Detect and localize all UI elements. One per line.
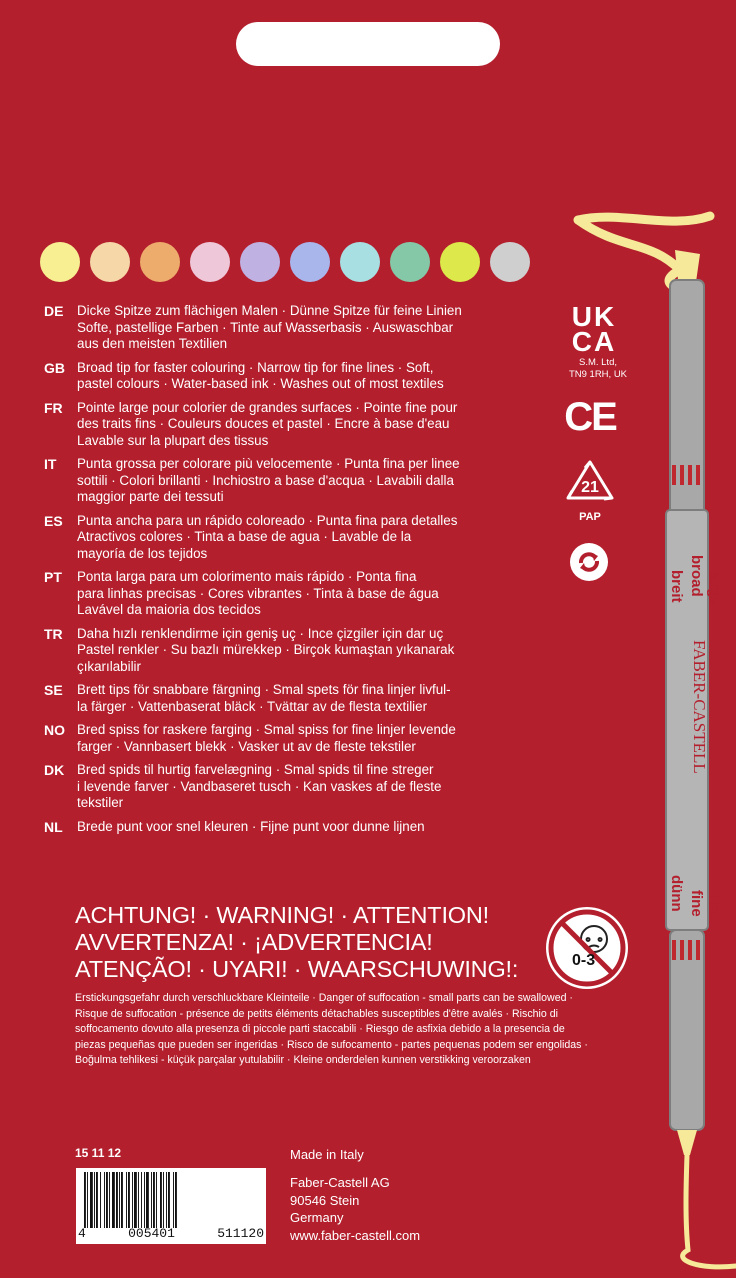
language-code: FR <box>44 399 63 416</box>
marker-pen-illustration <box>560 210 736 1278</box>
cap-band-2 <box>680 465 684 485</box>
broad-label-en: broad <box>688 555 705 597</box>
language-text: Brett tips för snabbare färgning · Smal spets för fina linjer livful- la färger · Vattenbaserat bläck · Tvättar av de flesta textilier <box>77 682 451 714</box>
barcode-bar <box>109 1172 110 1228</box>
language-text: Brede punt voor snel kleuren · Fijne punt voor dunne lijnen <box>77 818 425 834</box>
made-in: Made in Italy <box>290 1147 364 1162</box>
language-code: PT <box>44 569 62 585</box>
cap-band-5 <box>672 940 676 960</box>
language-descriptions <box>44 303 534 842</box>
barcode-bar <box>166 1172 167 1228</box>
language-code: IT <box>44 456 57 472</box>
color-swatch <box>90 242 130 282</box>
barcode-bar <box>128 1172 130 1228</box>
company-address: Faber-Castell AG 90546 Stein Germany www.faber-castell.com <box>290 1175 421 1243</box>
color-swatch <box>140 242 180 282</box>
barcode-bar <box>90 1172 93 1228</box>
language-text: Dicke Spitze zum flächigen Malen · Dünne Spitze für feine Linien Softe, pastellige Farben · Tinte auf Wasserbasis · Auswaschbar aus den meisten Textilien <box>77 303 462 351</box>
fine-label-en: fine <box>688 890 705 917</box>
barcode-bar <box>134 1172 137 1228</box>
pap-label: PAP <box>579 511 601 523</box>
language-row <box>44 682 534 715</box>
warning-body: Erstickungsgefahr durch verschluckbare Kleinteile · Danger of suffocation - small parts can be swallowed · Risque de suffocation - présence de petits éléments détachables susceptibles d'être avalés · Rischio di soffocamento dovuto alla presenza di piccole parti staccabili · Riesgo de asfixia debido a la presencia de piezas pequeñas que pueden ser ingeridas · Risco de sufocamento - partes pequenas podem ser engolidas · Boğulma tehlikesi - küçük parçalar yutulabilir · Kleine onderdelen kunnen verstikking veroorzaken <box>75 992 588 1066</box>
broad-tip <box>675 250 700 282</box>
language-row <box>44 762 534 812</box>
barcode-bar <box>116 1172 118 1228</box>
barcode-bar <box>163 1172 164 1228</box>
color-swatch <box>240 242 280 282</box>
color-swatches <box>40 242 530 282</box>
barcode-bar <box>146 1172 149 1228</box>
ukca-sub2: TN9 1RH, UK <box>568 369 628 380</box>
cap-band-1 <box>672 465 676 485</box>
color-swatch <box>40 242 80 282</box>
language-text: Bred spids til hurtig farvelægning · Smal spids til fine streger i levende farver · Vandbaseret tusch · Kan vaskes af de fleste tekstiler <box>77 762 442 810</box>
language-text: Broad tip for faster colouring · Narrow tip for fine lines · Soft, pastel colours · Water-based ink · Washes out of most textiles <box>77 359 444 391</box>
cap-band-3 <box>688 465 692 485</box>
ukca-sub1: S.M. Ltd, <box>578 357 617 368</box>
color-swatch <box>390 242 430 282</box>
barcode-bars <box>84 1172 260 1228</box>
barcode <box>76 1168 266 1244</box>
fine-label-fr: fin <box>706 895 723 914</box>
language-text: Daha hızlı renklendirme için geniş uç · Ince çizgiler için dar uç Pastel renkler · Su bazlı mürekkep · Birçok kumaştan yıkanarak çıkarılabilir <box>77 625 455 674</box>
barcode-bar <box>84 1172 86 1228</box>
cap-band-4 <box>696 465 700 485</box>
language-text: Ponta larga para um colorimento mais rápido · Ponta fina para linhas precisas · Cores vibrantes · Tinta à base de água Lavável da maioria dos tecidos <box>77 569 439 617</box>
language-text: Bred spiss for raskere farging · Smal spiss for fine linjer levende farger · Vannbasert blekk · Vasker ut av de fleste tekstiler <box>77 722 456 754</box>
ce-text: CE <box>564 395 616 439</box>
language-row <box>44 626 534 676</box>
barcode-bar <box>106 1172 108 1228</box>
barcode-bar <box>175 1172 177 1228</box>
barcode-bar <box>153 1172 155 1228</box>
pap-number: 21 <box>581 479 599 496</box>
language-code: DE <box>44 303 64 319</box>
marker-brand: FABER-CASTELL <box>690 640 709 774</box>
language-code: DK <box>44 762 65 778</box>
language-row <box>44 456 534 506</box>
language-row <box>44 360 534 393</box>
language-code: GB <box>44 359 65 376</box>
fine-label-de: dünn <box>668 875 685 912</box>
color-swatch <box>190 242 230 282</box>
barcode-bar <box>132 1172 133 1228</box>
warning-section <box>75 902 615 1069</box>
cap-band-7 <box>688 940 692 960</box>
barcode-bar <box>156 1172 157 1228</box>
color-swatch <box>340 242 380 282</box>
barcode-bar <box>87 1172 88 1228</box>
language-text: Punta ancha para un rápido coloreado · Punta fina para detalles Atractivos colores · Tinta a base de agua · Lavable de la mayoría de los tejidos <box>77 512 458 561</box>
barcode-digits <box>78 1226 264 1241</box>
color-swatch <box>440 242 480 282</box>
broad-label-de: breit <box>668 570 685 603</box>
barcode-bar <box>100 1172 101 1228</box>
language-code: SE <box>44 682 63 698</box>
age-label: 0-3 <box>572 952 596 969</box>
barcode-bar <box>173 1172 174 1228</box>
barcode-bar <box>168 1172 170 1228</box>
language-row <box>44 569 534 619</box>
barcode-bar <box>104 1172 105 1228</box>
barcode-bar <box>96 1172 98 1228</box>
color-swatch <box>290 242 330 282</box>
article-number: 15 11 12 <box>75 1146 122 1160</box>
language-row <box>44 722 534 755</box>
barcode-bar <box>119 1172 120 1228</box>
age-warning-icon <box>544 905 630 991</box>
barcode-bar <box>144 1172 145 1228</box>
fine-tip <box>677 1130 697 1155</box>
barcode-bar <box>94 1172 95 1228</box>
barcode-bar <box>160 1172 162 1228</box>
language-row <box>44 513 534 563</box>
language-row <box>44 819 534 836</box>
warning-title: ACHTUNG! · WARNING! · ATTENTION! AVVERTENZA! · ¡ADVERTENCIA! ATENÇÃO! · UYARI! · WAARSCHUWING!: <box>75 902 519 982</box>
ukca-line1: UK <box>571 301 617 332</box>
barcode-bar <box>141 1172 142 1228</box>
cap-band-8 <box>696 940 700 960</box>
language-code: NO <box>44 722 65 738</box>
barcode-bar <box>138 1172 139 1228</box>
language-row <box>44 400 534 450</box>
ukca-line2: CA <box>571 326 617 357</box>
language-code: TR <box>44 625 63 642</box>
color-swatch <box>490 242 530 282</box>
barcode-bar <box>121 1172 123 1228</box>
language-text: Pointe large pour colorier de grandes surfaces · Pointe fine pour des traits fins · Couleurs douces et pastel · Encre à base d'eau Lavable sur la plupart des tissus <box>77 399 458 448</box>
barcode-digit-2: 005401 <box>128 1226 175 1241</box>
broad-label-fr: large <box>706 570 723 606</box>
language-code: NL <box>44 818 63 835</box>
hang-hole <box>236 22 500 66</box>
barcode-digit-3: 511120 <box>217 1226 264 1241</box>
barcode-digit-1: 4 <box>78 1226 86 1241</box>
barcode-bar <box>126 1172 127 1228</box>
ink-scribble-bottom <box>683 1155 736 1267</box>
language-row <box>44 303 534 353</box>
cap-band-6 <box>680 940 684 960</box>
language-code: ES <box>44 512 63 529</box>
barcode-bar <box>151 1172 152 1228</box>
barcode-bar <box>112 1172 115 1228</box>
language-text: Punta grossa per colorare più velocemente · Punta fina per linee sottili · Colori brillanti · Inchiostro a base d'acqua · Lavabili dalla maggior parte dei tessuti <box>77 456 460 504</box>
